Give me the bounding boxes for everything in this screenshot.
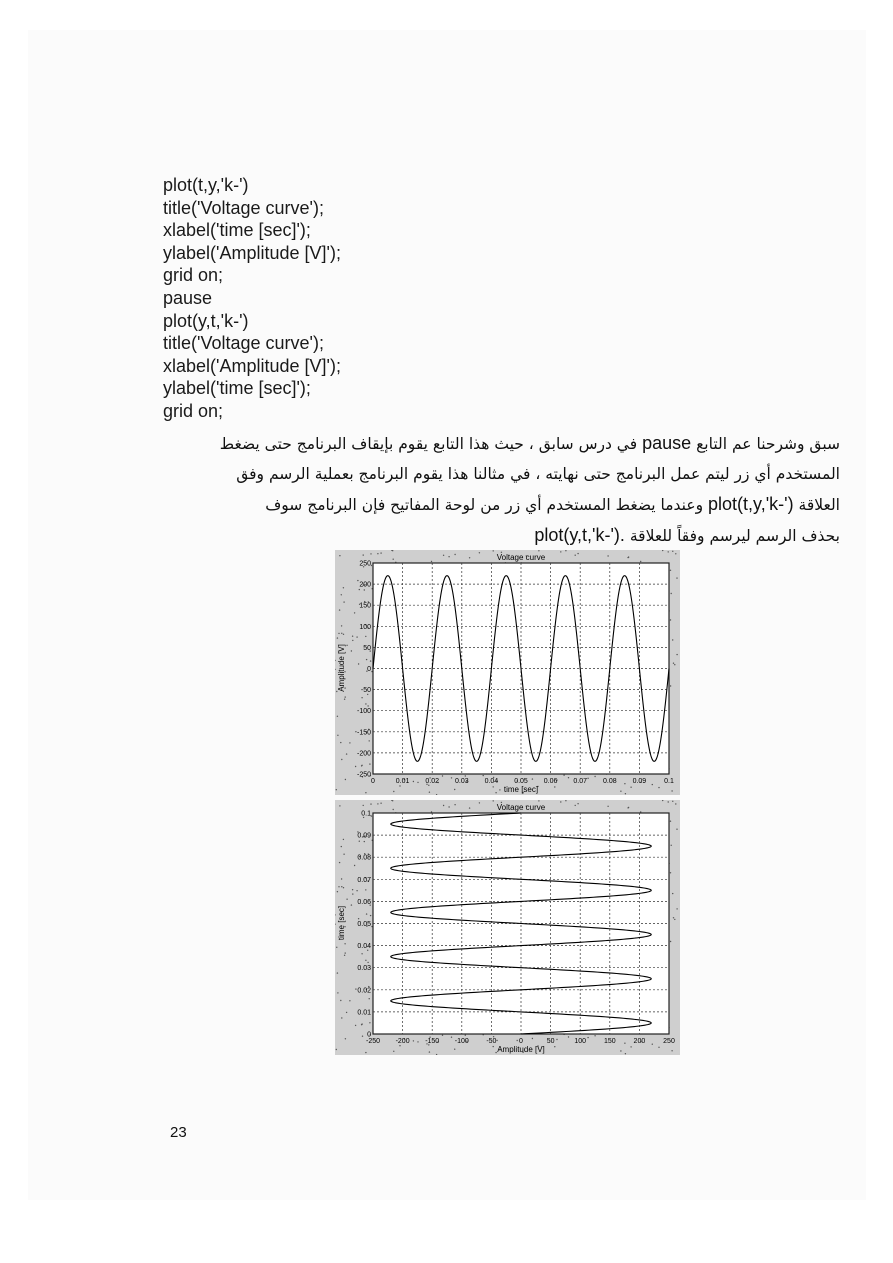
scan-noise [668,551,669,552]
scan-noise [496,1040,497,1041]
scan-noise [565,800,566,801]
scan-noise [362,1036,363,1037]
scan-noise [417,1041,418,1042]
scan-noise [493,1046,494,1047]
scan-noise [662,550,663,551]
y-tick-label: 0.03 [357,965,371,973]
paragraph-line: المستخدم أي زر ليتم عمل البرنامج حتى نهايته ، في مثالنا هذا يقوم البرنامج بعملية الرسم وفق [236,465,840,483]
scan-noise [431,811,432,812]
scan-noise [675,803,676,804]
scan-noise [493,786,494,787]
y-tick-label: 0 [367,1031,371,1039]
scan-noise [607,806,608,807]
chart-title: Voltage curve [496,553,546,562]
scan-noise [454,804,455,805]
paragraph-line: العلاقة plot(t,y,'k-') وعندما يضغط المستخدم أي زر من لوحة المفاتيح فإن البرنامج سوف [265,494,840,514]
scan-noise [628,807,629,808]
scan-noise [355,1025,356,1026]
y-tick-label: -50 [360,687,371,695]
scan-noise [436,794,437,795]
scan-noise [671,1050,672,1051]
scan-noise [367,705,368,706]
scan-noise [370,553,371,554]
scan-noise [341,878,342,879]
scan-noise [337,992,338,993]
x-tick-label: -200 [395,1038,410,1045]
scan-noise [365,960,366,961]
scan-noise [670,570,671,571]
x-tick-label: 50 [546,1038,555,1045]
scan-noise [652,784,653,785]
scan-noise [517,1040,518,1041]
scan-noise [370,660,371,661]
scan-noise [668,801,669,802]
x-tick-label: 0.01 [395,778,410,785]
scan-noise [336,947,337,948]
x-tick-label: -250 [365,1038,381,1045]
x-tick-label: 200 [633,1038,646,1045]
scan-noise [346,753,347,754]
page-number: 23 [170,1124,187,1141]
scan-noise [413,781,414,782]
scan-noise [671,790,672,791]
scan-noise [349,1000,350,1001]
scan-noise [367,962,368,963]
scan-noise [499,789,500,790]
y-tick-label: 200 [359,581,371,589]
voltage-vs-time-chart [335,550,680,795]
x-axis-label: Amplitude [V] [497,1045,545,1054]
scan-noise [340,1000,341,1001]
code-line: title('Voltage curve'); [163,197,324,218]
x-tick-label: 250 [663,1038,675,1045]
figure-amplitude-plot [335,800,680,1055]
scan-noise [380,803,381,804]
scan-noise [652,1044,653,1045]
scan-noise [673,917,674,918]
scan-noise [399,785,400,786]
scan-noise [366,659,367,660]
scan-noise [345,779,346,780]
scan-noise [607,555,608,556]
scan-noise [560,801,561,802]
scan-noise [363,805,364,806]
scan-noise [442,775,443,776]
y-tick-label: 0 [367,666,371,673]
scan-noise [493,550,494,551]
scan-noise [377,553,378,554]
y-tick-label: 0.09 [357,832,371,840]
scan-noise [640,561,641,562]
scan-noise [448,806,449,807]
y-tick-label: 50 [363,644,371,652]
x-tick-label: 0 [371,778,375,785]
scan-noise [337,637,338,638]
scan-noise [479,802,480,803]
scan-noise [370,915,371,916]
y-tick-label: 0.01 [357,1009,371,1017]
scan-noise [343,634,344,635]
scan-noise [369,763,370,764]
y-tick-label: 0.1 [361,810,371,818]
scan-noise [346,1012,347,1013]
code-line: grid on; [163,400,224,421]
x-tick-label: 0.04 [484,778,499,785]
arabic-paragraph [160,428,840,551]
x-tick-label: -150 [425,1038,440,1045]
scan-noise [337,735,338,736]
y-tick-label: 0.07 [357,876,371,884]
scan-noise [577,803,578,804]
inline-code: pause [642,433,692,453]
x-tick-label: 0.03 [454,778,469,785]
scan-noise [343,854,344,855]
code-line: xlabel('time [sec]'); [163,220,311,241]
x-tick-label: 0.05 [514,778,528,785]
scan-noise [365,703,366,704]
scan-noise [369,1022,370,1023]
scan-noise [393,1051,394,1052]
code-line: plot(y,t,'k-') [163,310,249,331]
scan-noise [436,1054,437,1055]
scan-noise [670,821,671,822]
scan-noise [469,557,470,558]
x-tick-label: 0.06 [543,778,558,785]
scan-noise [370,803,371,804]
scan-noise [431,561,432,562]
scan-noise [662,800,663,801]
scan-noise [361,953,362,954]
scan-noise [335,669,336,670]
scan-noise [532,778,533,779]
y-tick-label: -150 [356,729,371,737]
scan-noise [577,553,578,554]
scan-noise [345,1038,346,1039]
scan-noise [341,625,342,626]
scan-noise [341,759,342,760]
scan-noise [344,699,345,700]
scan-noise [352,889,353,890]
scan-noise [343,601,344,602]
scan-noise [337,891,338,892]
scan-noise [672,551,673,552]
scan-noise [658,787,659,788]
scan-noise [575,555,576,556]
inline-code: plot(t,y,'k-') [708,494,794,514]
scan-noise [624,1043,625,1044]
scan-noise [335,924,336,925]
scan-noise [625,793,626,794]
x-tick-label: -50 [486,1038,497,1045]
scan-noise [413,1040,414,1041]
y-tick-label: 0.02 [357,987,371,995]
scan-noise [620,791,621,792]
scan-noise [365,792,366,793]
chart-title: Voltage curve [496,803,546,812]
y-tick-label: 150 [359,602,371,610]
scan-noise [554,1046,555,1047]
scan-noise [554,786,555,787]
scan-noise [366,913,367,914]
scan-noise [429,1051,430,1052]
scan-noise [469,807,470,808]
scan-noise [393,559,394,560]
scan-noise [363,554,364,555]
scan-noise [358,918,359,919]
y-tick-label: -200 [356,750,371,758]
scan-noise [565,550,566,551]
y-tick-label: 100 [359,623,371,631]
scan-noise [341,633,342,634]
scan-noise [676,577,677,578]
scan-noise [356,890,357,891]
y-tick-label: 0.08 [357,854,371,862]
scan-noise [568,777,569,778]
scan-noise [429,792,430,793]
scan-noise [349,742,350,743]
scan-noise [351,650,352,651]
scan-noise [337,716,338,717]
x-tick-label: 0.08 [602,778,617,785]
scan-noise [352,893,353,894]
scan-noise [343,887,344,888]
y-tick-label: 0.04 [357,943,371,951]
scan-noise [354,865,355,866]
scan-noise [335,660,336,661]
y-tick-label: -100 [356,708,371,716]
scan-noise [670,619,671,620]
scan-noise [672,801,673,802]
time-vs-voltage-chart [335,800,680,1055]
scan-noise [670,872,671,873]
scan-noise [343,587,344,588]
scan-noise [658,1047,659,1048]
scan-noise [344,943,345,944]
scan-noise [493,800,494,801]
scan-noise [560,551,561,552]
scan-noise [336,1049,337,1050]
scan-noise [465,1035,466,1036]
code-line: xlabel('Amplitude [V]'); [163,355,341,376]
x-tick-label: 150 [603,1038,616,1045]
scan-noise [361,765,362,766]
paragraph-line: سبق وشرحنا عم التابع pause في درس سابق ، حيث هذا التابع يقوم بإيقاف البرنامج حتى يضغط [219,433,840,453]
scan-noise [339,609,340,610]
scan-noise [341,1017,342,1018]
scan-noise [479,552,480,553]
scan-noise [356,636,357,637]
scan-noise [365,636,366,637]
y-axis-label: Amplitude [V] [337,644,346,692]
scan-noise [345,952,346,953]
scan-noise [336,789,337,790]
scan-noise [454,789,455,790]
scan-noise [337,972,338,973]
x-tick-label: 0.02 [425,778,440,785]
scan-noise [630,787,631,788]
scan-noise [352,640,353,641]
x-tick-label: 100 [574,1038,587,1045]
scan-noise [339,555,340,556]
scan-noise [670,685,671,686]
scan-noise [361,1023,362,1024]
scan-noise [676,654,677,655]
scan-noise [352,636,353,637]
scan-noise [443,805,444,806]
scan-noise [364,589,365,590]
scan-noise [369,998,370,999]
scan-noise [369,740,370,741]
scan-noise [359,841,360,842]
scan-noise [624,783,625,784]
code-line: title('Voltage curve'); [163,333,324,354]
scan-noise [594,1035,595,1036]
scan-noise [364,841,365,842]
scan-noise [361,697,362,698]
code-line: grid on; [163,265,224,286]
code-line: ylabel('time [sec]'); [163,378,311,399]
scan-noise [676,908,677,909]
code-line: plot(t,y,'k-') [163,175,249,195]
scan-noise [340,742,341,743]
scan-noise [451,1037,452,1038]
scan-noise [625,1053,626,1054]
x-tick-label: 0.1 [664,778,674,785]
scan-noise [345,696,346,697]
scan-noise [594,776,595,777]
scan-noise [346,645,347,646]
scan-noise [341,594,342,595]
x-tick-label: 0 [519,1038,523,1045]
scan-noise [341,886,342,887]
scan-noise [380,552,381,553]
code-block [163,174,583,423]
scan-noise [346,899,347,900]
scan-noise [630,1046,631,1047]
scan-noise [355,766,356,767]
scan-noise [671,845,672,846]
scan-noise [454,554,455,555]
scan-noise [443,555,444,556]
scan-noise [351,904,352,905]
x-tick-label: -100 [454,1038,469,1045]
scan-noise [399,1045,400,1046]
scan-noise [538,800,539,801]
scan-noise [339,862,340,863]
x-axis-label: time [sec] [503,785,539,794]
scan-noise [341,846,342,847]
scan-noise [335,914,336,915]
scan-noise [393,809,394,810]
inline-code: plot(y,t,'k-'). [534,525,625,545]
scan-noise [674,664,675,665]
scan-noise [495,792,496,793]
y-tick-label: -250 [356,771,371,779]
scan-noise [563,775,564,776]
scan-noise [556,1039,557,1040]
x-tick-label: 0.09 [632,778,647,785]
scan-noise [673,663,674,664]
scan-noise [339,805,340,806]
scan-noise [676,829,677,830]
y-tick-label: 250 [359,560,371,568]
scan-noise [620,1050,621,1051]
scan-noise [365,889,366,890]
y-tick-label: 0.06 [357,898,371,906]
scan-noise [483,775,484,776]
scan-noise [451,777,452,778]
code-line: ylabel('Amplitude [V]'); [163,242,341,263]
scan-noise [442,1035,443,1036]
scan-noise [365,1052,366,1053]
scan-noise [448,556,449,557]
scan-noise [675,553,676,554]
scan-noise [393,791,394,792]
scan-noise [338,633,339,634]
scan-noise [670,941,671,942]
scan-noise [377,803,378,804]
scan-noise [354,612,355,613]
scan-noise [343,839,344,840]
scan-noise [672,893,673,894]
scan-noise [344,955,345,956]
scan-noise [417,782,418,783]
y-tick-label: 0.05 [357,921,371,928]
scan-noise [671,593,672,594]
scan-noise [674,919,675,920]
scan-noise [465,775,466,776]
scan-noise [587,1037,588,1038]
scan-noise [338,886,339,887]
scan-noise [538,550,539,551]
figure-time-plot [335,550,680,795]
scan-noise [587,778,588,779]
scan-noise [359,589,360,590]
scan-noise [355,988,356,989]
y-axis-label: time [sec] [337,905,346,941]
scan-noise [532,1038,533,1039]
scan-noise [568,1036,569,1037]
code-line: pause [163,287,213,308]
scan-noise [672,639,673,640]
scan-noise [358,663,359,664]
scan-noise [454,1049,455,1050]
paragraph-line: بحذف الرسم ليرسم وفقاً للعلاقة plot(y,t,'k-'). [534,525,840,545]
scan-noise [628,556,629,557]
x-tick-label: 0.07 [573,778,588,785]
scan-noise [575,805,576,806]
